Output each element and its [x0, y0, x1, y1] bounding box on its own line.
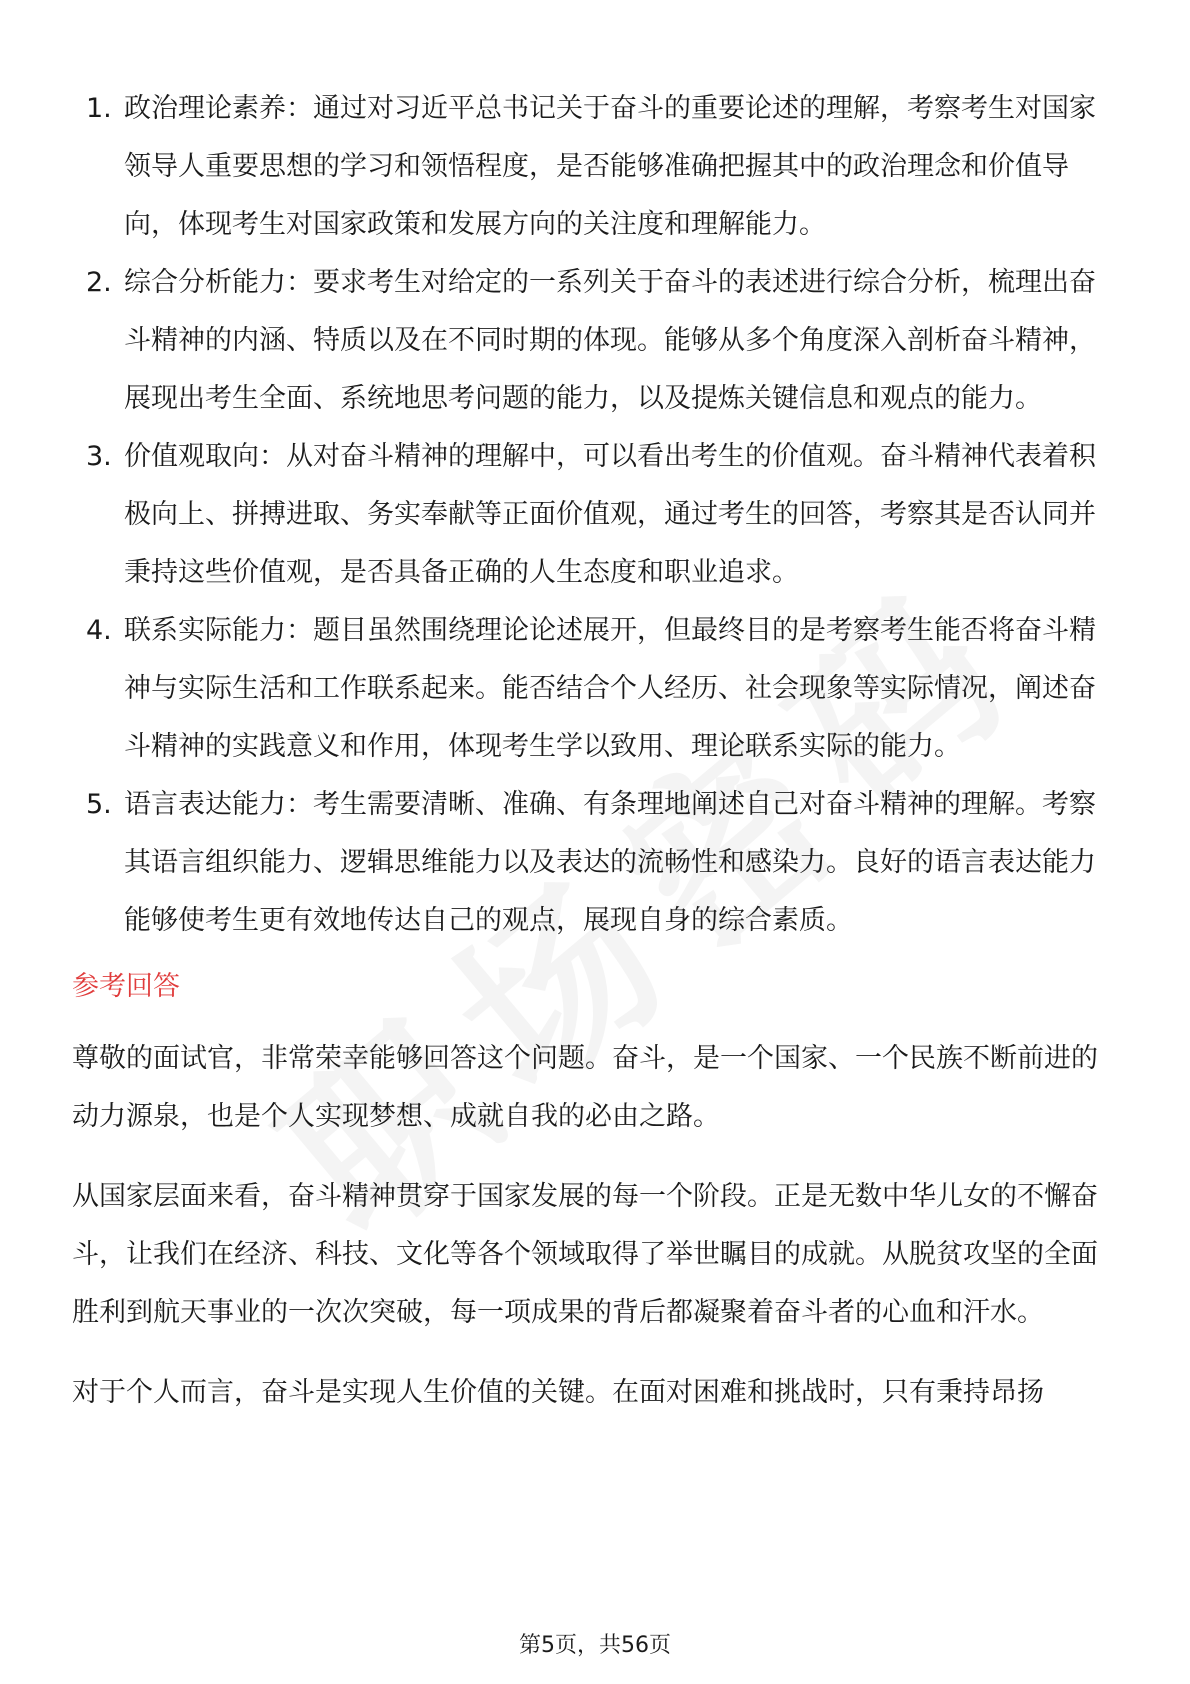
list-item-text: 综合分析能力：要求考生对给定的一系列关于奋斗的表述进行综合分析，梳理出奋斗精神的内涵、特质以及在不同时期的体现。能够从多个角度深入剖析奋斗精神，展现出考生全面、系统地思考问题的能力，以及提炼关键信息和观点的能力。	[124, 267, 1096, 414]
list-item-text: 价值观取向：从对奋斗精神的理解中，可以看出考生的价值观。奋斗精神代表着积极向上、拼搏进取、务实奉献等正面价值观，通过考生的回答，考察其是否认同并秉持这些价值观，是否具备正确的人生态度和职业追求。	[124, 441, 1096, 588]
list-item	[72, 254, 1118, 428]
list-item	[72, 80, 1118, 254]
list-item-number: 1.	[86, 93, 112, 124]
list-item-number: 4.	[86, 615, 112, 646]
list-item-text: 语言表达能力：考生需要清晰、准确、有条理地阐述自己对奋斗精神的理解。考察其语言组织能力、逻辑思维能力以及表达的流畅性和感染力。良好的语言表达能力能够使考生更有效地传达自己的观点，展现自身的综合素质。	[124, 789, 1096, 936]
document-body	[72, 80, 1118, 1444]
list-item	[72, 602, 1118, 776]
list-item-number: 3.	[86, 441, 112, 472]
answer-paragraph: 对于个人而言，奋斗是实现人生价值的关键。在面对困难和挑战时，只有秉持昂扬	[72, 1377, 1044, 1408]
answer-paragraph: 尊敬的面试官，非常荣幸能够回答这个问题。奋斗，是一个国家、一个民族不断前进的动力源泉，也是个人实现梦想、成就自我的必由之路。	[72, 1043, 1098, 1132]
list-item	[72, 776, 1118, 950]
criteria-list	[72, 80, 1118, 950]
list-item	[72, 428, 1118, 602]
list-item-number: 2.	[86, 267, 112, 298]
list-item-text: 联系实际能力：题目虽然围绕理论论述展开，但最终目的是考察考生能否将奋斗精神与实际生活和工作联系起来。能否结合个人经历、社会现象等实际情况，阐述奋斗精神的实践意义和作用，体现考生学以致用、理论联系实际的能力。	[124, 615, 1096, 762]
section-heading: 参考回答	[72, 971, 180, 1002]
answer-paragraph: 从国家层面来看，奋斗精神贯穿于国家发展的每一个阶段。正是无数中华儿女的不懈奋斗，让我们在经济、科技、文化等各个领域取得了举世瞩目的成就。从脱贫攻坚的全面胜利到航天事业的一次次突破，每一项成果的背后都凝聚着奋斗者的心血和汗水。	[72, 1181, 1098, 1328]
page-footer: 第5页，共56页	[519, 1633, 671, 1658]
list-item-number: 5.	[86, 789, 112, 820]
list-item-text: 政治理论素养：通过对习近平总书记关于奋斗的重要论述的理解，考察考生对国家领导人重要思想的学习和领悟程度，是否能够准确把握其中的政治理念和价值导向，体现考生对国家政策和发展方向的关注度和理解能力。	[124, 93, 1096, 240]
